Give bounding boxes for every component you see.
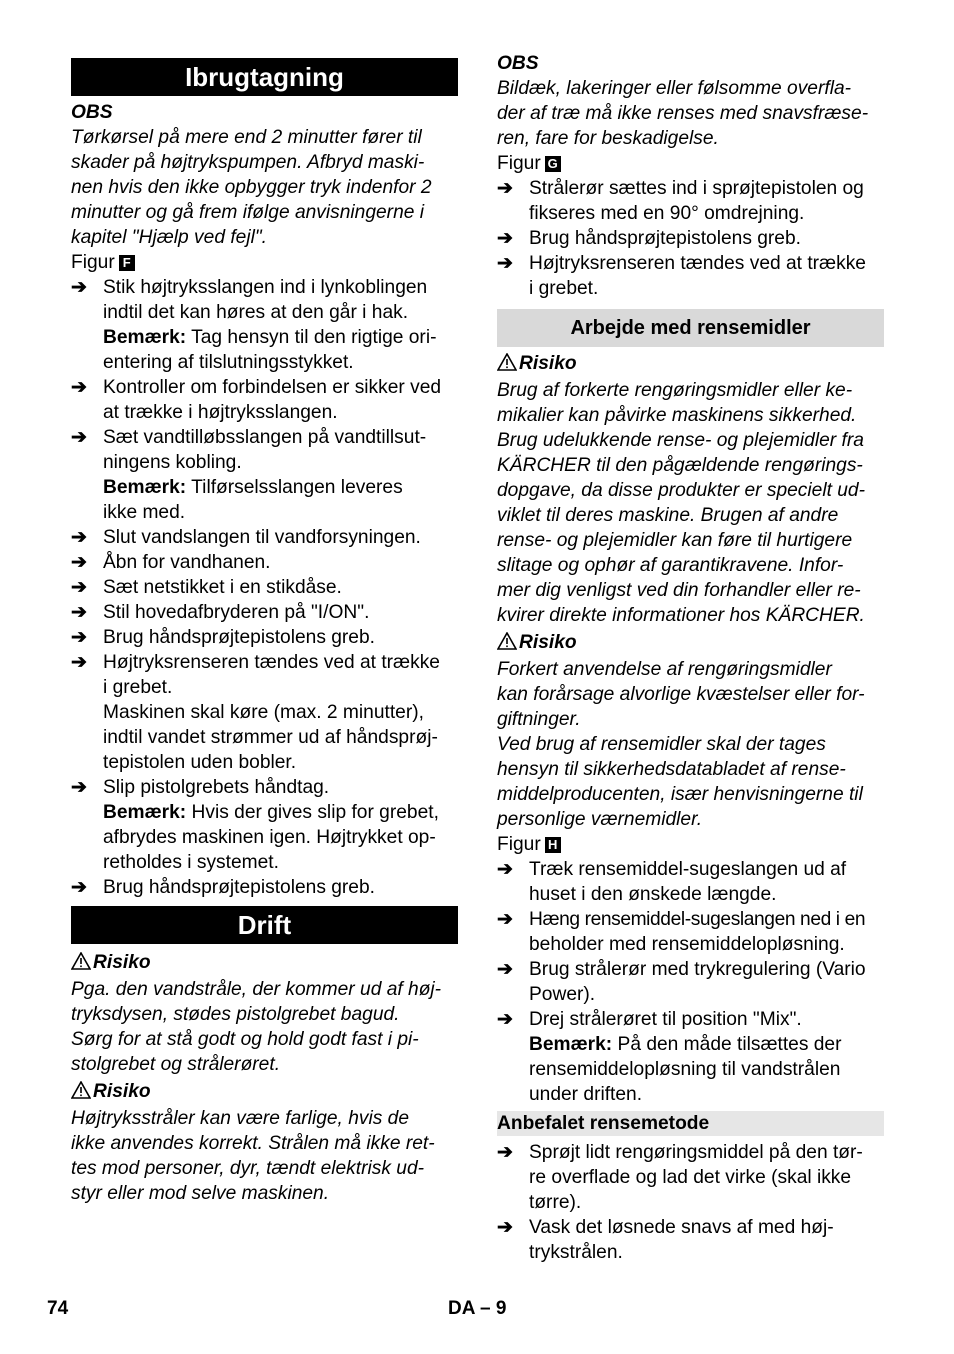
obs-text: kapitel "Hjælp ved fejl".	[71, 227, 267, 248]
list-item-cont: Maskinen skal køre (max. 2 minutter),	[103, 702, 424, 723]
page-footer-label: DA – 9	[448, 1298, 507, 1319]
arrow-right-icon: ➔	[71, 552, 87, 573]
obs-text: skader på højtrykspumpen. Afbryd maski-	[71, 152, 425, 173]
list-item: ➔ Stil hovedafbryderen på "I/ON".	[71, 602, 370, 623]
risiko-text: Pga. den vandstråle, der kommer ud af høj-	[71, 979, 442, 1000]
list-item: ➔ Sprøjt lidt rengøringsmiddel på den tør-	[497, 1142, 863, 1163]
list-item-cont: tørre).	[529, 1192, 582, 1213]
arrow-right-icon: ➔	[71, 627, 87, 648]
list-item: ➔ Højtryksrenseren tændes ved at trække	[497, 253, 866, 274]
figure-reference: Figur H	[497, 832, 884, 857]
arrow-right-icon: ➔	[71, 577, 87, 598]
risiko-text: styr eller mod selve maskinen.	[71, 1183, 330, 1204]
arrow-right-icon: ➔	[71, 427, 87, 448]
arrow-right-icon: ➔	[71, 527, 87, 548]
risiko-text: kvirer direkte informationer hos KÄRCHER.	[497, 605, 865, 626]
list-item-cont: at trække i højtryksslangen.	[103, 402, 338, 423]
arrow-right-icon: ➔	[71, 652, 87, 673]
arrow-right-icon: ➔	[497, 178, 513, 199]
arrow-right-icon: ➔	[71, 602, 87, 623]
list-item-cont: indtil det kan høres at den går i hak.	[103, 302, 409, 323]
risiko-text: middelproducenten, især henvisningerne til	[497, 784, 863, 805]
arrow-right-icon: ➔	[497, 228, 513, 249]
note: Bemærk: Tilførselsslangen leveres	[103, 477, 403, 498]
list-item: ➔ Strålerør sættes ind i sprøjtepistolen og	[497, 178, 864, 199]
list-item-cont: fikseres med en 90° omdrejning.	[529, 203, 805, 224]
risiko-text: KÄRCHER til den pågældende rengørings-	[497, 455, 863, 476]
obs-text: ren, fare for beskadigelse.	[497, 128, 719, 149]
left-column	[71, 58, 458, 1206]
list-item: ➔ Drej strålerøret til position "Mix".	[497, 1009, 802, 1030]
risiko-text: mer dig venligst ved din forhandler eller re-	[497, 580, 861, 601]
arrow-right-icon: ➔	[497, 1217, 513, 1238]
warning-triangle-icon	[497, 353, 519, 378]
subsection-title-anbefalet: Anbefalet rensemetode	[497, 1111, 884, 1136]
list-item-cont: ningens kobling.	[103, 452, 242, 473]
list-item: ➔ Brug håndsprøjtepistolens greb.	[71, 877, 375, 898]
list-item: ➔ Træk rensemiddel-sugeslangen ud af	[497, 859, 847, 880]
arrow-right-icon: ➔	[71, 777, 87, 798]
risiko-text: slitage og ophør af garantikravene. Infor-	[497, 555, 844, 576]
list-item: ➔ Slip pistolgrebets håndtag.	[71, 777, 330, 798]
list-item: ➔ Brug håndsprøjtepistolens greb.	[71, 627, 375, 648]
risiko-text: tryksdysen, stødes pistolgrebet bagud.	[71, 1004, 400, 1025]
list-item-cont: i grebet.	[103, 677, 173, 698]
risiko-text: kan forårsage alvorlige kvæstelser eller for-	[497, 684, 865, 705]
page-number: 74	[47, 1298, 69, 1319]
figure-letter-badge: G	[545, 156, 561, 172]
obs-text: minutter og gå frem ifølge anvisningerne i	[71, 202, 425, 223]
risiko-text: personlige værnemidler.	[497, 809, 703, 830]
risiko-text: giftninger.	[497, 709, 581, 730]
list-item: ➔ Kontroller om forbindelsen er sikker ved	[71, 377, 442, 398]
arrow-right-icon: ➔	[497, 859, 513, 880]
risiko-text: stolgrebet og strålerøret.	[71, 1054, 281, 1075]
list-item: ➔ Hæng rensemiddel-sugeslangen ned i en	[497, 909, 866, 930]
obs-text: nen hvis den ikke opbygger tryk indenfor 2	[71, 177, 432, 198]
arrow-right-icon: ➔	[497, 1009, 513, 1030]
list-item: ➔ Højtryksrenseren tændes ved at trække	[71, 652, 440, 673]
arrow-right-icon: ➔	[71, 277, 87, 298]
note-cont: under driften.	[529, 1084, 643, 1105]
arrow-right-icon: ➔	[71, 377, 87, 398]
risiko-heading: Risiko	[71, 1079, 458, 1106]
list-item-cont: Power).	[529, 984, 596, 1005]
risiko-text: mikalier kan påvirke maskinens sikkerhed.	[497, 405, 857, 426]
note-cont: rensemiddelopløsning til vandstrålen	[529, 1059, 841, 1080]
risiko-heading: Risiko	[71, 950, 458, 977]
list-item-cont: re overflade og lad det virke (skal ikke	[529, 1167, 852, 1188]
obs-text: Tørkørsel på mere end 2 minutter fører til	[71, 127, 422, 148]
obs-text: Bildæk, lakeringer eller følsomme overfla-	[497, 78, 852, 99]
note-cont: afbrydes maskinen igen. Højtrykket op-	[103, 827, 436, 848]
risiko-heading: Risiko	[497, 351, 884, 378]
list-item: ➔ Vask det løsnede snavs af med høj-	[497, 1217, 834, 1238]
note-cont: entering af tilslutningsstykket.	[103, 352, 354, 373]
figure-letter-badge: F	[119, 255, 135, 271]
obs-heading: OBS	[71, 102, 113, 123]
arrow-right-icon: ➔	[497, 959, 513, 980]
note: Bemærk: På den måde tilsættes der	[529, 1034, 842, 1055]
note-cont: retholdes i systemet.	[103, 852, 279, 873]
note: Bemærk: Tag hensyn til den rigtige ori-	[103, 327, 437, 348]
risiko-heading: Risiko	[497, 630, 884, 657]
risiko-text: viklet til deres maskine. Brugen af andre	[497, 505, 839, 526]
list-item-cont: huset i den ønskede længde.	[529, 884, 777, 905]
risiko-text: Brug af forkerte rengøringsmidler eller ke-	[497, 380, 853, 401]
obs-heading: OBS	[497, 53, 539, 74]
section-title-arbejde: Arbejde med rensemidler	[497, 309, 884, 347]
list-item: ➔ Brug strålerør med trykregulering (Vario	[497, 959, 866, 980]
risiko-text: Forkert anvendelse af rengøringsmidler	[497, 659, 832, 680]
risiko-text: tes mod personer, dyr, tændt elektrisk ud-	[71, 1158, 424, 1179]
arrow-right-icon: ➔	[497, 253, 513, 274]
obs-text: der af træ må ikke renses med snavsfræse-	[497, 103, 869, 124]
arrow-right-icon: ➔	[497, 909, 513, 930]
section-title-drift: Drift	[71, 906, 458, 944]
right-column	[497, 51, 884, 1265]
note: Bemærk: Hvis der gives slip for grebet,	[103, 802, 439, 823]
figure-reference: Figur F	[71, 250, 458, 275]
risiko-text: rense- og plejemidler kan føre til hurtigere	[497, 530, 853, 551]
list-item: ➔ Brug håndsprøjtepistolens greb.	[497, 228, 801, 249]
risiko-text: Brug udelukkende rense- og plejemidler fra	[497, 430, 864, 451]
list-item: ➔ Slut vandslangen til vandforsyningen.	[71, 527, 421, 548]
list-item-cont: trykstrålen.	[529, 1242, 623, 1263]
list-item: ➔ Stik højtryksslangen ind i lynkoblingen	[71, 277, 428, 298]
warning-triangle-icon	[71, 952, 93, 977]
list-item: ➔ Åbn for vandhanen.	[71, 552, 271, 573]
risiko-text: hensyn til sikkerhedsdatabladet af rense-	[497, 759, 846, 780]
note-cont: ikke med.	[103, 502, 186, 523]
warning-triangle-icon	[497, 632, 519, 657]
risiko-text: Ved brug af rensemidler skal der tages	[497, 734, 826, 755]
risiko-text: dopgave, da disse produkter er specielt ud-	[497, 480, 865, 501]
list-item-cont: i grebet.	[529, 278, 599, 299]
list-item: ➔ Sæt netstikket i en stikdåse.	[71, 577, 342, 598]
list-item-cont: tepistolen uden bobler.	[103, 752, 297, 773]
arrow-right-icon: ➔	[497, 1142, 513, 1163]
risiko-text: Sørg for at stå godt og hold godt fast i pi-	[71, 1029, 419, 1050]
section-title-ibrugtagning: Ibrugtagning	[71, 58, 458, 96]
list-item-cont: indtil vandet strømmer ud af håndsprøj-	[103, 727, 438, 748]
risiko-text: Højtryksstråler kan være farlige, hvis de	[71, 1108, 410, 1129]
figure-reference: Figur G	[497, 151, 884, 176]
risiko-text: ikke anvendes korrekt. Strålen må ikke ret-	[71, 1133, 435, 1154]
figure-letter-badge: H	[545, 837, 561, 853]
arrow-right-icon: ➔	[71, 877, 87, 898]
list-item-cont: beholder med rensemiddelopløsning.	[529, 934, 845, 955]
list-item: ➔ Sæt vandtilløbsslangen på vandtillsut-	[71, 427, 427, 448]
warning-triangle-icon	[71, 1081, 93, 1106]
